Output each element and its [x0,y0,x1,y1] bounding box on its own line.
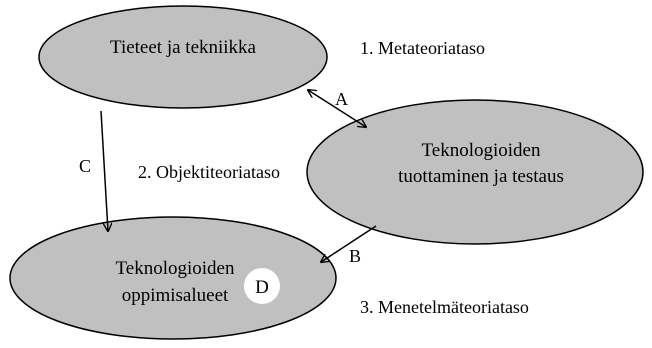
level-object-label: 2. Objektiteoriataso [138,162,280,182]
node-learning-label-1: Teknologioiden [115,258,235,279]
edge-b-label: B [349,246,362,266]
node-production-label-1: Teknologioiden [421,140,541,161]
level-method-label: 3. Menetelmäteoriataso [360,297,529,317]
badge-label: D [255,277,269,298]
edge-c-arrow [101,111,108,231]
node-production-label-2: tuottaminen ja testaus [398,166,564,187]
edge-a-label: A [335,89,348,109]
level-meta-label: 1. Metateoriataso [360,38,485,58]
node-sciences-label: Tieteet ja tekniikka [110,37,256,58]
node-learning-label-2: oppimisalueet [121,285,229,306]
edge-c-label: C [79,156,92,176]
